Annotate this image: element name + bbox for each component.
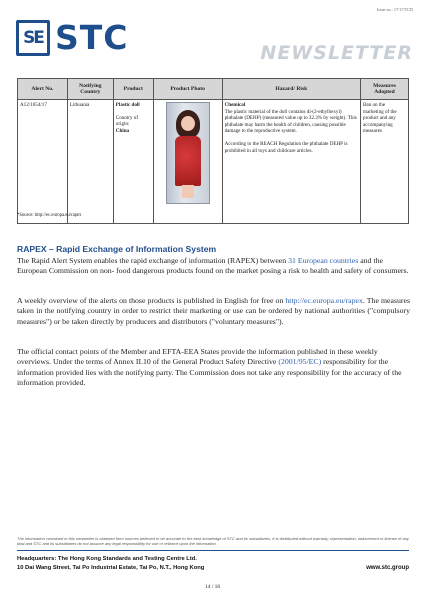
hazard-text: The plastic material of the doll contains di-(2-ethylhexyl) phthalate (DEHP) (measured value up to 32.3% by weight). This phthalate may harm the health of children, causing possible damage to the reproductive system. — [224, 108, 357, 135]
directive-link[interactable]: (2001/95/EC) — [278, 357, 322, 367]
footer-divider — [17, 550, 409, 551]
header-measures-adopted: Measures Adopted — [361, 79, 409, 100]
rapex-paragraph-2: A weekly overview of the alerts on those products is published in English for free on http://ec.europa.eu/rapex. The measures taken in the notifying country in order to restrict their marketing or use can be ordered by national authorities ("compulsory measures") or be taken directly by producers and distributors ("voluntary measures"). — [17, 296, 410, 326]
headquarters-name: Headquarters: The Hong Kong Standards and Testing Centre Ltd. — [17, 556, 197, 562]
header-product: Product — [113, 79, 153, 100]
doll-photo — [166, 102, 210, 204]
headquarters-address: 10 Dai Wang Street, Tai Po Industrial Estate, Tai Po, N.T., Hong Kong — [17, 565, 205, 571]
hazard-regulation: According to the REACH Regulation the phthalate DEHP is prohibited in all toys and childcare articles. — [224, 140, 348, 154]
cell-product — [113, 100, 153, 224]
rapex-paragraph-3: The official contact points of the Member and EFTA-EEA States provide the information published in these weekly overviews. Under the terms of Annex II.10 of the General Product Safety Directive (2001/95/EC) responsibility for the information provided lies with the notifying party. The Commission does not take any responsibility for the accuracy of the information provided. — [17, 347, 402, 387]
page-number: 14 / 16 — [204, 584, 221, 590]
newsletter-label: NEWSLETTER — [260, 42, 413, 64]
hazard-title: Chemical — [224, 102, 246, 108]
stc-logo-mark: SE — [16, 20, 50, 56]
cell-measures: Ban on the marketing of the product and any accompanying measures — [361, 100, 409, 224]
issue-reference: Issue no.: 17/17/TCD — [376, 7, 413, 12]
cell-product-photo — [153, 100, 222, 224]
header-product-photo: Product Photo — [153, 79, 222, 100]
product-name: Plastic doll — [115, 102, 140, 108]
stc-logo — [16, 20, 129, 56]
header-alert-no: Alert No. — [18, 79, 68, 100]
alerts-table — [17, 78, 409, 224]
header-notifying-country: Notifying Country — [67, 79, 113, 100]
rapex-title: RAPEX – Rapid Exchange of Information System — [17, 244, 217, 254]
origin-label: Country of origin: — [115, 114, 139, 128]
cell-hazard — [222, 100, 360, 224]
rapex-url-link[interactable]: http://ec.europa.eu/rapex — [285, 296, 363, 305]
website-link[interactable]: www.stc.group — [366, 565, 409, 571]
cell-alert-no: A12/1654/17 — [18, 100, 68, 224]
table-header-row — [18, 79, 409, 100]
cell-country: Lithuania — [67, 100, 113, 224]
header-hazard-risk: Hazard/ Risk — [222, 79, 360, 100]
rapex-paragraph-1: The Rapid Alert System enables the rapid exchange of information (RAPEX) between 31 European countries and the European Commission on non- food dangerous products found on the market posing a risk to health and safety of consumers. — [17, 256, 409, 276]
stc-logo-text: STC — [55, 18, 129, 57]
origin-value: China — [115, 127, 130, 134]
footer-disclaimer: The information contained in this newsletter is obtained from sources believed to be accurate to the best knowledge of STC and its subsidiaries. It is distributed without warranty, representation, inducement or license of any kind and STC and its subsidiaries do not assume any legal responsibility for use or reliance upon the information. — [17, 536, 409, 546]
eu-countries-link[interactable]: 31 European countries — [288, 256, 359, 265]
table-row — [18, 100, 409, 224]
source-note: *Source: http://ec.europa.eu/rapex — [17, 213, 82, 218]
